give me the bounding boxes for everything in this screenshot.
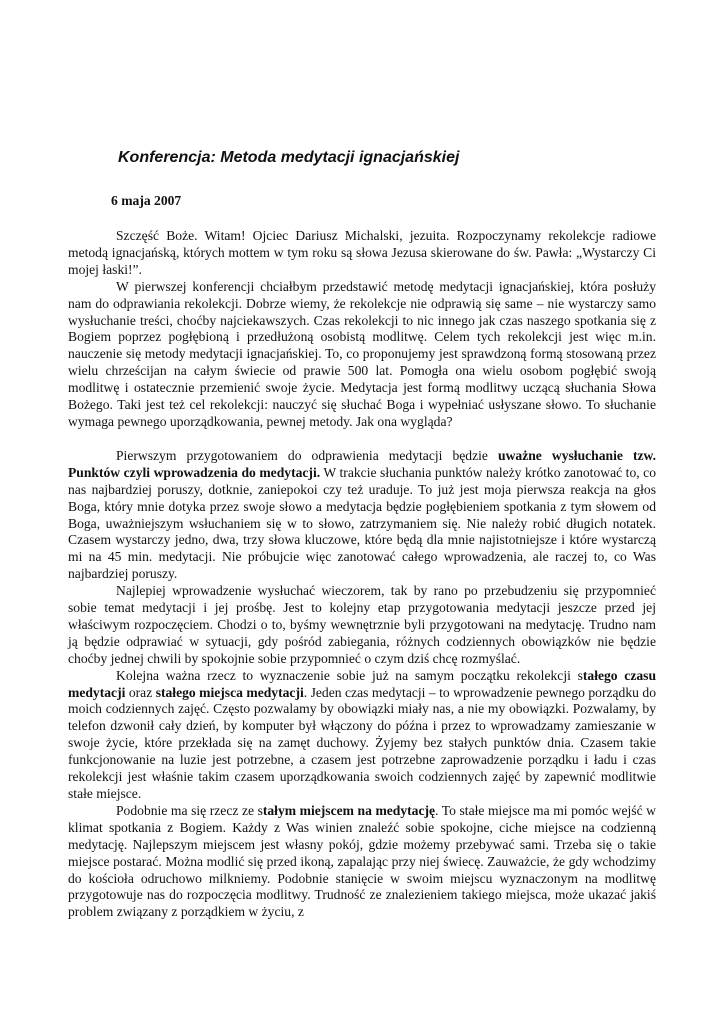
emphasis-text: stałego miejsca medytacji	[155, 684, 304, 700]
emphasis-text: tałym miejscem na medytację	[262, 802, 436, 818]
emphasis-text: uważne wysłuchanie tzw. Punktów czyli wprowadzenia do medytacji.	[68, 447, 656, 480]
paragraph-text: W pierwszej konferencji chciałbym przedstawić metodę medytacji ignacjańskiej, która posłuży nam do odprawiania rekolekcji. Dobrze wiemy, że rekolekcje nie odprawią się same – nie wystarczy samo wysłuchanie treści, choćby najciekawszych. Czas rekolekcji to nic innego jak czas naszego spotkania się z Bogiem poprzez pogłębioną i przedłużoną osobistą modlitwę. Celem tych rekolekcji jest więc m.in. nauczenie się metody medytacji ignacjańskiej. To, co proponujemy jest sprawdzoną formą stosowaną przez wielu chrześcijan na całym świecie od prawie 500 lat. Pomogła ona wielu osobom pogłębić swoją modlitwę i ostatecznie przemienić swoje życie. Medytacja jest formą modlitwy uczącą słuchania Słowa Bożego. Taki jest też cel rekolekcji: nauczyć się słuchać Boga i wypełniać usłyszane słowo. To słuchanie wymaga pewnego uporządkowania, pewnej metody. Jak ona wygląda?	[68, 278, 656, 429]
body-paragraph	[68, 279, 656, 431]
document-date: 6 maja 2007	[111, 193, 182, 208]
paragraph-text: W trakcie słuchania punktów należy krótko zanotować to, co nas najbardziej poruszy, dotknie, zaniepokoi czy też uraduje. To już jest moja pierwsza reakcja na głos Boga, który mnie dotyka przez swoje słowo a medytacja będzie pogłębieniem spotkania z tym słowem od Boga, uważniejszym wsłuchaniem się w to słowo, zatrzymaniem się. Nie należy robić długich notatek. Czasem wystarczy jedno, dwa, trzy słowa kluczowe, które będą dla mnie najistotniejsze i które wystarczą mi na 45 min. medytacji. Nie próbujcie więc zanotować całego wprowadzenia, ale raczej to, co Was najbardziej poruszy.	[68, 464, 656, 582]
paragraph-text: oraz	[125, 684, 156, 700]
body-paragraph	[68, 583, 656, 668]
paragraph-text: Kolejna ważna rzecz to wyznaczenie sobie już na samym początku rekolekcji s	[116, 667, 583, 683]
body-paragraph	[68, 448, 656, 583]
document-body	[68, 228, 656, 921]
document-title: Konferencja: Metoda medytacji ignacjańskiej	[118, 149, 460, 166]
paragraph-text: Szczęść Boże. Witam! Ojciec Dariusz Michalski, jezuita. Rozpoczynamy rekolekcje radiowe metodą ignacjańską, których mottem w tym roku są słowa Jezusa skierowane do św. Pawła: „Wystarczy Ci mojej łaski!”.	[68, 228, 656, 277]
emphasis-text: tałego czasu medytacji	[68, 667, 657, 700]
body-paragraph	[68, 228, 656, 279]
paragraph-text: Pierwszym przygotowaniem do odprawienia medytacji będzie	[116, 447, 499, 463]
body-paragraph	[68, 803, 656, 921]
body-paragraph	[68, 668, 656, 803]
paragraph-text: Najlepiej wprowadzenie wysłuchać wieczorem, tak by rano po przebudzeniu się przypomnieć sobie temat medytacji i jej prośbę. Jest to kolejny etap przygotowania medytacji jeszcze przed jej właściwym rozpoczęciem. Chodzi o to, byśmy wewnętrznie byli przygotowani na medytację. Trudno nam ją będzie odprawiać w sytuacji, gdy pośród zabiegania, różnych codziennych obowiązków nie będzie choćby jednej chwili by spokojnie sobie przypomnieć o czym dziś chcę rozmyślać.	[68, 583, 656, 666]
paragraph-text: Podobnie ma się rzecz ze s	[116, 802, 263, 818]
paragraph-text: . To stałe miejsce ma mi pomóc wejść w klimat spotkania z Bogiem. Każdy z Was winien znaleźć sobie spokojne, ciche miejsce na codzienną medytację. Najlepszym miejscem jest własny pokój, gdzie możemy przebywać sami. Trzeba się o takie miejsce postarać. Można modlić się przed ikoną, zapalając przy niej świecę. Zauważcie, że gdy wchodzimy do kościoła odruchowo milkniemy. Podobnie stanięcie w swoim miejscu wyznaczonym na modlitwę przygotowuje nas do rozpoczęcia modlitwy. Trudność ze znalezieniem takiego miejsca, może ukazać jakiś problem związany z porządkiem w życiu, z	[68, 802, 656, 920]
paragraph-text: . Jeden czas medytacji – to wprowadzenie pewnego porządku do moich codziennych zajęć. Często pozwalamy by obowiązki miały nas, a nie my obowiązki. Pozwalamy, by telefon dzwonił cały dzień, by komputer był włączony do późna i przez to wprowadzamy zamieszanie w swoje życie, które przekłada się na zamęt duchowy. Żyjemy bez stałych punktów dnia. Czasem takie funkcjonowanie na luzie jest potrzebne, a czasem jest potrzebne zaprowadzenie porządku i ładu i czas rekolekcji jest właśnie takim czasem uporządkowania swoich codziennych zajęć by zapewnić modlitwie stałe miejsce.	[68, 684, 656, 801]
